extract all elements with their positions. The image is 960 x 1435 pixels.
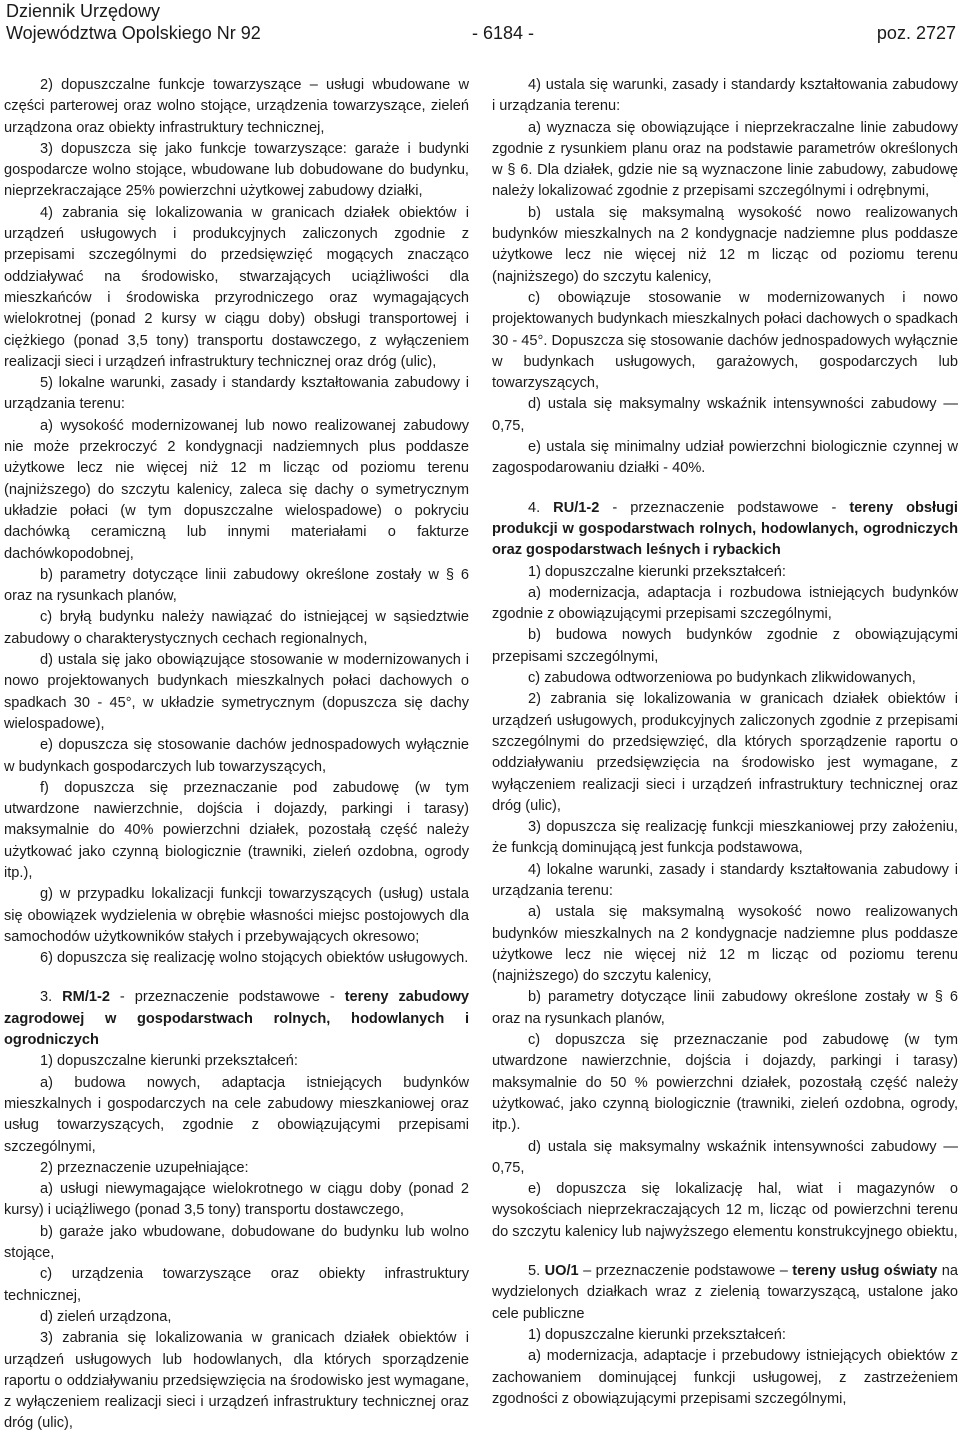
paragraph: 5) lokalne warunki, zasady i standardy kształtowania zabudowy i urządzania terenu: <box>4 375 469 413</box>
section-code: RU/1-2 <box>553 499 600 516</box>
section-title: tereny zabudowy zagrodowej w gospodarstwach rolnych, hodowlanych i ogrodniczych <box>4 989 469 1049</box>
paragraph: a) modernizacja, adaptacje i przebudowy istniejących obiektów z zachowaniem dominującej funkcji usługowej, z zastrzeżeniem zgodności z obowiązującymi przepisami szczególnymi, <box>492 1348 958 1407</box>
paragraph: a) wysokość modernizowanej lub nowo realizowanej zabudowy nie może przekroczyć 2 kondygnacji nadziemnych plus poddasze użytkowe lecz nie więcej niż 12 m licząc od poziomu terenu (najniższego) do szczytu kalenicy, zaleca się dachy o symetrycznym układzie połaci (w tym dopuszczalne wielospadowe) o pokryciu dachówką ceramiczną lub innymi materiałami o fakturze dachówkopodobnej, <box>4 417 469 562</box>
paragraph: a) modernizacja, adaptacja i rozbudowa istniejących budynków zgodnie z obowiązującymi przepisami szczególnymi, <box>492 584 958 623</box>
paragraph: b) garaże jako wbudowane, dobudowane do budynku lub wolno stojące, <box>4 1223 469 1262</box>
section-heading <box>4 987 469 1051</box>
position-number: poz. 2727 <box>876 23 956 43</box>
section-heading <box>492 498 958 562</box>
paragraph: b) parametry dotyczące linii zabudowy określone zostały w § 6 oraz na rysunkach planów, <box>492 989 958 1027</box>
paragraph: a) wyznacza się obowiązujące i nieprzekraczalne linie zabudowy zgodnie z rysunkiem planu oraz na podstawie parametrów określonych w § 6. Dla działek, gdzie nie są wyznaczone linie zabudowy, zabudowę należy lokalizować zgodnie z przepisami szczególnymi i odrębnymi, <box>492 119 958 200</box>
section-purpose-label: - przeznaczenie podstawowe - <box>599 499 850 516</box>
page-number: - 6184 - <box>472 23 535 43</box>
paragraph: g) w przypadku lokalizacji funkcji towarzyszących (usług) ustala się obowiązek wydzielenia w obrębie własności miejsc postojowych dla samochodów użytkowników stałych i przebywających okresowo; <box>4 886 469 945</box>
right-column <box>492 75 958 1410</box>
section-code: UO/1 <box>544 1263 579 1280</box>
paragraph: a) ustala się maksymalną wysokość nowo realizowanych budynków mieszkalnych na 2 kondygnacje nadziemne plus poddasze użytkowe lecz nie więcej niż 12 m licząc od poziomu terenu (najniższego) do szczytu kalenicy, <box>492 904 958 985</box>
section-purpose-label: - przeznaczenie podstawowe - <box>109 989 345 1006</box>
section-gap <box>492 1243 958 1261</box>
paragraph: d) zieleń urządzona, <box>40 1308 172 1325</box>
paragraph: a) budowa nowych, adaptacja istniejących budynków mieszkalnych i gospodarczych na cele zabudowy mieszkaniowej oraz usług towarzyszących, zgodnie z obowiązującymi przepisami szczególnymi, <box>4 1074 469 1155</box>
paragraph: b) budowa nowych budynków zgodnie z obowiązującymi przepisami szczególnymi, <box>492 627 958 665</box>
section-heading <box>492 1261 958 1325</box>
paragraph: d) ustala się jako obowiązujące stosowanie w modernizowanych i nowo projektowanych budynkach mieszkalnych połaci dachowych o spadkach 30 - 45°, w układzie symetrycznym (dopuszcza się dachy wielospadowe), <box>4 652 469 732</box>
section-title: tereny usług oświaty <box>792 1263 938 1280</box>
paragraph: 6) dopuszcza się realizację wolno stojących obiektów usługowych. <box>40 950 469 967</box>
paragraph: 3) dopuszcza się jako funkcje towarzyszące: garaże i budynki gospodarcze wolno stojące, wbudowane lub dobudowane do budynku, nieprzekraczające 25% powierzchni użytkowej zabudowy działki, <box>4 140 469 200</box>
paragraph: c) bryłą budynku należy nawiązać do istniejącej w sąsiedztwie zabudowy o charakterystycznych cechach regionalnych, <box>4 609 469 647</box>
paragraph: d) ustala się maksymalny wskaźnik intensywności zabudowy — 0,75, <box>492 1138 958 1176</box>
section-number: 5. <box>528 1263 545 1280</box>
paragraph: d) ustala się maksymalny wskaźnik intensywności zabudowy — 0,75, <box>492 396 958 434</box>
page-header <box>0 0 960 44</box>
paragraph: 2) dopuszczalne funkcje towarzyszące – usługi wbudowane w części parterowej oraz wolno stojące, urządzenia towarzyszące, zieleń urządzona oraz obiekty infrastruktury technicznej, <box>4 77 469 136</box>
paragraph: b) parametry dotyczące linii zabudowy określone zostały w § 6 oraz na rysunkach planów, <box>4 566 469 605</box>
paragraph: f) dopuszcza się przeznaczanie pod zabudowę (w tym utwardzone nawierzchnie, dojścia i dojazdy, parkingi i tarasy) maksymalnie do 40% powierzchni działek, pozostałą część należy użytkować jako czynną biologicznie (trawniki, zieleń ozdobna, ogrody itp.), <box>4 779 469 881</box>
paragraph: 1) dopuszczalne kierunki przekształceń: <box>40 1053 298 1070</box>
paragraph: 4) zabrania się lokalizowania w granicach działek obiektów i urządzeń usługowych i produkcyjnych zaliczonych zgodnie z przepisami szczególnymi do przedsięwzięć mogących znacząco oddziaływać na środowisko, stwarzających uciążliwości dla mieszkańców i środowiska przyrodniczego oraz wymagających wielokrotnej (ponad 2 kursy w ciągu doby) obsługi transportowej i ciężkiego (ponad 3,5 tony) transportu dostawczego, z wyłączeniem realizacji sieci i urządzeń infrastruktury technicznej oraz dróg (ulic), <box>4 204 469 370</box>
paragraph: a) usługi niewymagające wielokrotnego w ciągu doby (ponad 2 kursy) i uciążliwego (ponad 3,5 tony) transportu dostawczego, <box>4 1181 469 1219</box>
paragraph: c) zabudowa odtworzeniowa po budynkach zlikwidowanych, <box>528 670 916 687</box>
paragraph: b) ustala się maksymalną wysokość nowo realizowanych budynków mieszkalnych na 2 kondygnacje nadziemne plus poddasze użytkowe lecz nie więcej niż 12 m licząc od poziomu terenu (najniższego) do szczytu kalenicy, <box>492 204 958 285</box>
section-number: 3. <box>40 989 63 1006</box>
paragraph: 2) przeznaczenie uzupełniające: <box>40 1159 249 1176</box>
section-purpose-label: – przeznaczenie podstawowe – <box>578 1263 793 1280</box>
paragraph: 4) ustala się warunki, zasady i standardy kształtowania zabudowy i urządzania terenu: <box>492 77 958 115</box>
paragraph: c) urządzenia towarzyszące oraz obiekty infrastruktury technicznej, <box>4 1266 469 1304</box>
section-gap <box>4 969 469 987</box>
paragraph: 2) zabrania się lokalizowania w granicach działek obiektów i urządzeń usługowych, produkcyjnych zaliczonych zgodnie z przepisami szczególnymi do przedsięwzięć, dla których sporządzenie raportu o oddziaływaniu przedsięwzięcia na środowisko jest wymagane, z wyłączeniem realizacji sieci i urządzeń infrastruktury technicznej oraz dróg (ulic), <box>492 691 958 814</box>
paragraph: 3) dopuszcza się realizację funkcji mieszkaniowej przy założeniu, że funkcją dominującą jest funkcja podstawowa, <box>492 819 958 857</box>
paragraph: 1) dopuszczalne kierunki przekształceń: <box>528 1326 786 1343</box>
section-title-suffix: na wydzielonych działkach wraz z zielenią towarzyszącą, ustalone jako cele publiczne <box>492 1263 958 1322</box>
journal-title: Dziennik Urzędowy <box>6 1 161 21</box>
paragraph: e) dopuszcza się lokalizację hal, wiat i magazynów o wysokościach nieprzekraczających 12 m, licząc od powierzchni terenu do szczytu kalenicy lub najwyższego elementu konstrukcyjnego obiektu, <box>492 1181 958 1240</box>
paragraph: e) ustala się minimalny udział powierzchni biologicznie czynnej w zagospodarowaniu działki - 40%. <box>492 439 958 477</box>
paragraph: e) dopuszcza się stosowanie dachów jednospadowych wyłącznie w budynkach gospodarczych lub towarzyszących, <box>4 737 469 775</box>
paragraph: 1) dopuszczalne kierunki przekształceń: <box>528 563 786 580</box>
paragraph: 3) zabrania się lokalizowania w granicach działek obiektów i urządzeń usługowych lub hodowlanych, dla których sporządzenie raportu o oddziaływaniu przedsięwzięcia na środowisko jest wymagane, z wyłączeniem realizacji sieci i urządzeń infrastruktury technicznej oraz dróg (ulic), <box>4 1330 469 1432</box>
paragraph: 4) lokalne warunki, zasady i standardy kształtowania zabudowy i urządzania terenu: <box>492 861 958 899</box>
section-number: 4. <box>528 499 554 516</box>
section-gap <box>492 480 958 498</box>
journal-issue: Województwa Opolskiego Nr 92 <box>6 23 261 43</box>
section-code: RM/1-2 <box>62 989 110 1006</box>
paragraph: c) dopuszcza się przeznaczanie pod zabudowę (w tym utwardzone nawierzchnie, dojścia i dojazdy, parkingi i tarasy) maksymalnie do 50 % powierzchni działek, pozostałą część należy użytkować, jako czynną biologicznie (trawniki, zieleń ozdobna, ogrody, itp.). <box>492 1032 958 1134</box>
section-title: tereny obsługi produkcji w gospodarstwach rolnych, hodowlanych, ogrodniczych oraz gospodarstwach leśnych i rybackich <box>492 499 958 559</box>
left-column <box>4 75 469 1435</box>
paragraph: c) obowiązuje stosowanie w modernizowanych i nowo projektowanych budynkach mieszkalnych połaci dachowych o spadkach 30 - 45°. Dopuszcza się stosowanie dachów jednospadowych wyłącznie w budynkach usługowych, garażowych, gospodarczych lub towarzyszących, <box>492 289 958 392</box>
